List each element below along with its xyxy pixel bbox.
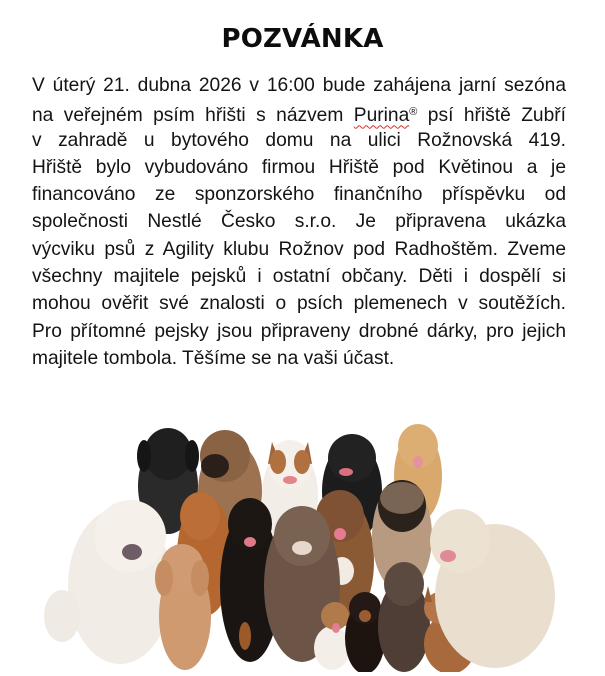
paragraph-line: společnosti Nestlé Česko s.r.o. Je připravena ukázka [32, 211, 566, 233]
paragraph-line: mohou ověřit své znalosti o psích plemenech v soutěžích. [32, 293, 566, 315]
dog-cocker-spaniel-dark [378, 562, 430, 672]
brand-purina-misspelled[interactable]: Purina [353, 105, 410, 127]
dog-chow-chow-white [44, 500, 172, 664]
paragraph-line: výcviku psů z Agility klubu Rožnov pod Radhoštěm. Zveme [32, 238, 566, 260]
paragraph-line: všechny majitele pejsků i ostatní občany. Děti i dospělí si [32, 266, 566, 288]
paragraph-line: financováno ze sponzorského finančního příspěvku od [32, 184, 566, 206]
invitation-paragraph [32, 72, 566, 372]
paragraph-line: majitele tombola. Těšíme se na vaši účast. [32, 347, 395, 369]
paragraph-line: V úterý 21. dubna 2026 v 16:00 bude zahájena jarní sezóna [32, 75, 566, 96]
paragraph-line: Hřiště bylo vybudováno firmou Hřiště pod Květinou a je [32, 156, 566, 178]
dogs-group-image[interactable] [40, 416, 565, 672]
paragraph-line: Pro přítomné pejsky jsou připraveny drobné dárky, pro jejich [32, 320, 566, 342]
page-title: POZVÁNKA [221, 24, 384, 54]
paragraph-line-start: na veřejném psím hřišti s názvem [32, 105, 354, 127]
paragraph-line-end: psí hřiště Zubří [417, 105, 566, 127]
paragraph-line [32, 99, 566, 126]
paragraph-line: v zahradě u bytového domu na ulici Rožnovská 419. [32, 129, 566, 151]
dog-cocker-spaniel-tan [155, 544, 211, 670]
registered-mark: ® [409, 106, 418, 119]
